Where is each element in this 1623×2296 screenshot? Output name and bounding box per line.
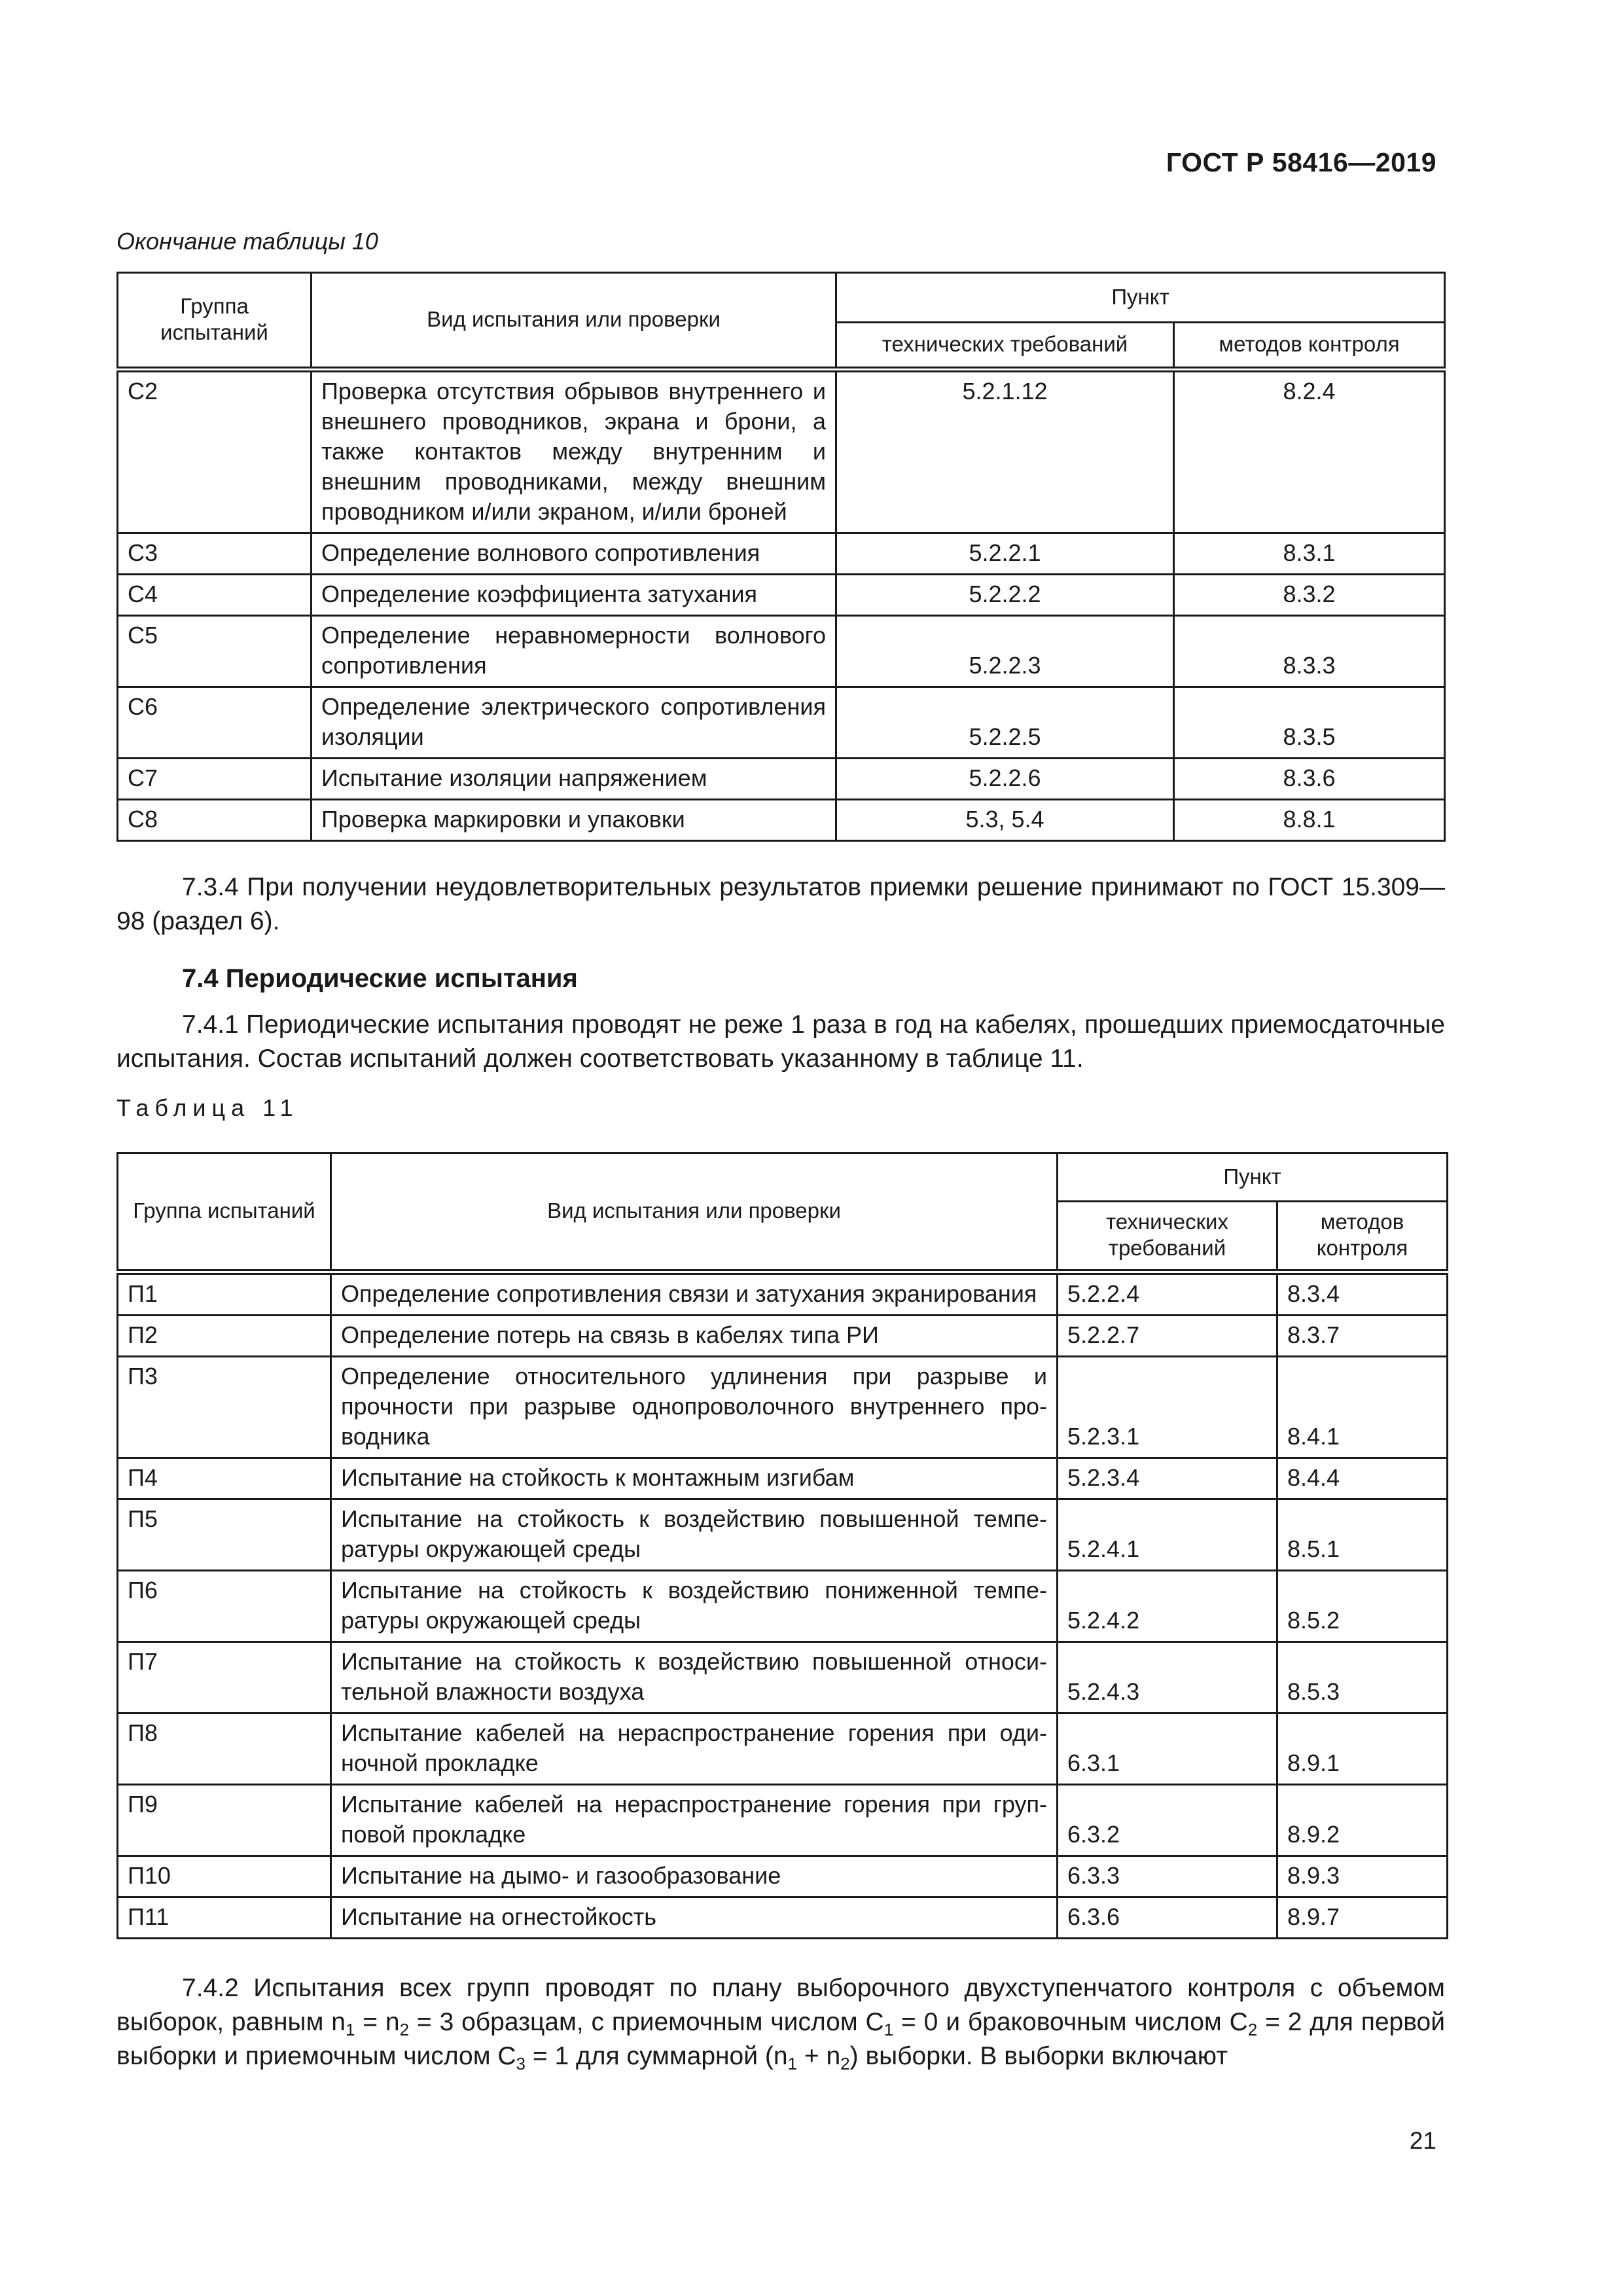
cell-tech: 5.2.4.3 xyxy=(1058,1642,1277,1713)
cell-methods: 8.5.1 xyxy=(1277,1499,1448,1571)
cell-tech: 5.2.1.12 xyxy=(836,370,1174,533)
paragraph-7-4-2 xyxy=(116,1971,1445,2073)
cell-group: С3 xyxy=(118,533,312,575)
table-row xyxy=(118,1357,1448,1458)
cell-methods: 8.4.1 xyxy=(1277,1357,1448,1458)
cell-methods: 8.9.3 xyxy=(1277,1856,1448,1897)
cell-methods: 8.4.4 xyxy=(1277,1458,1448,1499)
header-tech: технических требований xyxy=(836,323,1174,370)
cell-methods: 8.3.7 xyxy=(1277,1316,1448,1357)
cell-kind: Проверка маркировки и упаковки xyxy=(312,800,836,841)
table-row xyxy=(118,1713,1448,1785)
paragraph-7-3-4 xyxy=(116,870,1445,939)
subscript: 2 xyxy=(399,2020,410,2039)
cell-tech: 5.2.4.2 xyxy=(1058,1571,1277,1642)
cell-kind: Определение неравномерности волнового сопротивления xyxy=(312,616,836,687)
cell-kind: Проверка отсутствия обрывов внутреннего и внешнего проводников, экрана и брони, а также контактов между внутренним и внешним проводниками, между внешним проводником и/или экраном, и/или броней xyxy=(312,370,836,533)
cell-kind: Испытание на дымо- и газообразование xyxy=(331,1856,1058,1897)
cell-kind: Определение коэффициента затухания xyxy=(312,575,836,616)
header-methods: методов контроля xyxy=(1277,1202,1448,1272)
table-row xyxy=(118,1785,1448,1856)
text-run: ) выборки. В выборки включают xyxy=(849,2042,1228,2070)
table-row xyxy=(118,1856,1448,1897)
cell-tech: 5.2.2.1 xyxy=(836,533,1174,575)
cell-tech: 5.2.2.4 xyxy=(1058,1272,1277,1316)
table-row xyxy=(118,1897,1448,1939)
subscript: 1 xyxy=(345,2020,355,2039)
table-row xyxy=(118,800,1445,841)
cell-group: С2 xyxy=(118,370,312,533)
text-run: 7.4.2 Испытания всех групп проводят по плану выборочного двухступенчатого контроля с объемом выборок, равным n xyxy=(116,1974,1445,2036)
subscript: 1 xyxy=(883,2020,894,2039)
cell-group: П1 xyxy=(118,1272,331,1316)
cell-kind: Определение потерь на связь в кабелях типа РИ xyxy=(331,1316,1058,1357)
paragraph-text: 7.4.1 Периодические испытания проводят не реже 1 раза в год на кабелях, прошедших приемосдаточные испытания. Состав испытаний должен соответствовать указанному в таблице 11. xyxy=(116,1011,1445,1073)
table11-caption: Таблица 11 xyxy=(116,1094,299,1121)
cell-tech: 6.3.6 xyxy=(1058,1897,1277,1939)
cell-group: П7 xyxy=(118,1642,331,1713)
cell-methods: 8.9.2 xyxy=(1277,1785,1448,1856)
paragraph-text xyxy=(116,1971,1445,2073)
cell-group: С7 xyxy=(118,759,312,800)
table-row xyxy=(118,1458,1448,1499)
header-group: Группа испытаний xyxy=(118,1153,331,1272)
cell-kind: Испытание на стойкость к воздействию повышенной температуры окружающей среды xyxy=(331,1499,1058,1571)
text-run: = 2 для первой выборки и приемочным числом C xyxy=(116,2008,1446,2070)
header-kind: Вид испытания или проверки xyxy=(331,1153,1058,1272)
cell-methods: 8.8.1 xyxy=(1174,800,1445,841)
cell-kind: Определение относительного удлинения при разрыве и прочности при разрыве однопроволочного внутреннего проводника xyxy=(331,1357,1058,1458)
cell-tech: 6.3.2 xyxy=(1058,1785,1277,1856)
cell-kind: Определение волнового сопротивления xyxy=(312,533,836,575)
cell-methods: 8.3.4 xyxy=(1277,1272,1448,1316)
cell-kind: Определение сопротивления связи и затухания экранирования xyxy=(331,1272,1058,1316)
cell-tech: 5.2.2.7 xyxy=(1058,1316,1277,1357)
cell-group: П4 xyxy=(118,1458,331,1499)
cell-tech: 6.3.3 xyxy=(1058,1856,1277,1897)
cell-methods: 8.3.3 xyxy=(1174,616,1445,687)
cell-methods: 8.3.2 xyxy=(1174,575,1445,616)
cell-group: С8 xyxy=(118,800,312,841)
cell-group: П3 xyxy=(118,1357,331,1458)
cell-methods: 8.5.3 xyxy=(1277,1642,1448,1713)
cell-tech: 5.2.2.3 xyxy=(836,616,1174,687)
cell-kind: Испытание на стойкость к монтажным изгибам xyxy=(331,1458,1058,1499)
table-row xyxy=(118,1316,1448,1357)
cell-kind: Испытание на огнестойкость xyxy=(331,1897,1058,1939)
text-run: = n xyxy=(355,2008,400,2036)
cell-tech: 5.2.2.2 xyxy=(836,575,1174,616)
cell-methods: 8.9.7 xyxy=(1277,1897,1448,1939)
cell-group: П10 xyxy=(118,1856,331,1897)
cell-tech: 5.2.2.5 xyxy=(836,687,1174,759)
cell-kind: Испытание на стойкость к воздействию повышенной относительной влажности воздуха xyxy=(331,1642,1058,1713)
table-row xyxy=(118,1272,1448,1316)
cell-group: С5 xyxy=(118,616,312,687)
section-heading-7-4: 7.4 Периодические испытания xyxy=(182,964,578,993)
text-run: = 1 для суммарной (n xyxy=(526,2042,788,2070)
cell-methods: 8.3.5 xyxy=(1174,687,1445,759)
cell-kind: Испытание кабелей на нераспространение горения при одиночной прокладке xyxy=(331,1713,1058,1785)
subscript: 2 xyxy=(840,2054,850,2073)
cell-group: П9 xyxy=(118,1785,331,1856)
cell-methods: 8.5.2 xyxy=(1277,1571,1448,1642)
table-row xyxy=(118,370,1445,533)
header-group: Группа испытаний xyxy=(118,273,312,370)
table-row xyxy=(118,1642,1448,1713)
subscript: 2 xyxy=(1247,2020,1258,2039)
cell-group: П2 xyxy=(118,1316,331,1357)
cell-tech: 5.2.3.4 xyxy=(1058,1458,1277,1499)
header-kind: Вид испытания или проверки xyxy=(312,273,836,370)
table-11 xyxy=(116,1152,1448,1939)
document-code: ГОСТ Р 58416—2019 xyxy=(1166,147,1436,177)
text-run: = 3 образцам, с приемочным числом C xyxy=(409,2008,884,2036)
table-row xyxy=(118,687,1445,759)
cell-group: П11 xyxy=(118,1897,331,1939)
cell-tech: 5.2.2.6 xyxy=(836,759,1174,800)
header-point: Пункт xyxy=(1058,1153,1448,1202)
cell-group: С6 xyxy=(118,687,312,759)
text-run: + n xyxy=(797,2042,841,2070)
cell-tech: 5.2.3.1 xyxy=(1058,1357,1277,1458)
subscript: 1 xyxy=(787,2054,798,2073)
cell-kind: Испытание кабелей на нераспространение горения при групповой прокладке xyxy=(331,1785,1058,1856)
header-tech: технических требований xyxy=(1058,1202,1277,1272)
cell-methods: 8.2.4 xyxy=(1174,370,1445,533)
table10-caption: Окончание таблицы 10 xyxy=(116,228,378,255)
page-number: 21 xyxy=(1409,2127,1436,2154)
paragraph-text: 7.3.4 При получении неудовлетворительных результатов приемки решение принимают по ГОСТ 15.309—98 (раздел 6). xyxy=(116,873,1445,935)
cell-kind: Испытание изоляции напряжением xyxy=(312,759,836,800)
cell-methods: 8.9.1 xyxy=(1277,1713,1448,1785)
table-row xyxy=(118,616,1445,687)
cell-group: П8 xyxy=(118,1713,331,1785)
cell-group: С4 xyxy=(118,575,312,616)
cell-kind: Испытание на стойкость к воздействию пониженной температуры окружающей среды xyxy=(331,1571,1058,1642)
header-methods: методов контроля xyxy=(1174,323,1445,370)
cell-kind: Определение электрического сопротивления изоляции xyxy=(312,687,836,759)
paragraph-7-4-1 xyxy=(116,1008,1445,1076)
cell-group: П6 xyxy=(118,1571,331,1642)
header-point: Пункт xyxy=(836,273,1445,323)
text-run: = 0 и браковочным числом C xyxy=(893,2008,1248,2036)
cell-methods: 8.3.1 xyxy=(1174,533,1445,575)
cell-methods: 8.3.6 xyxy=(1174,759,1445,800)
table-row xyxy=(118,759,1445,800)
table-row xyxy=(118,1499,1448,1571)
cell-tech: 5.3, 5.4 xyxy=(836,800,1174,841)
cell-tech: 6.3.1 xyxy=(1058,1713,1277,1785)
table-row xyxy=(118,1571,1448,1642)
subscript: 3 xyxy=(516,2054,526,2073)
table-row xyxy=(118,533,1445,575)
cell-tech: 5.2.4.1 xyxy=(1058,1499,1277,1571)
table-row xyxy=(118,575,1445,616)
cell-group: П5 xyxy=(118,1499,331,1571)
table-10 xyxy=(116,272,1446,842)
